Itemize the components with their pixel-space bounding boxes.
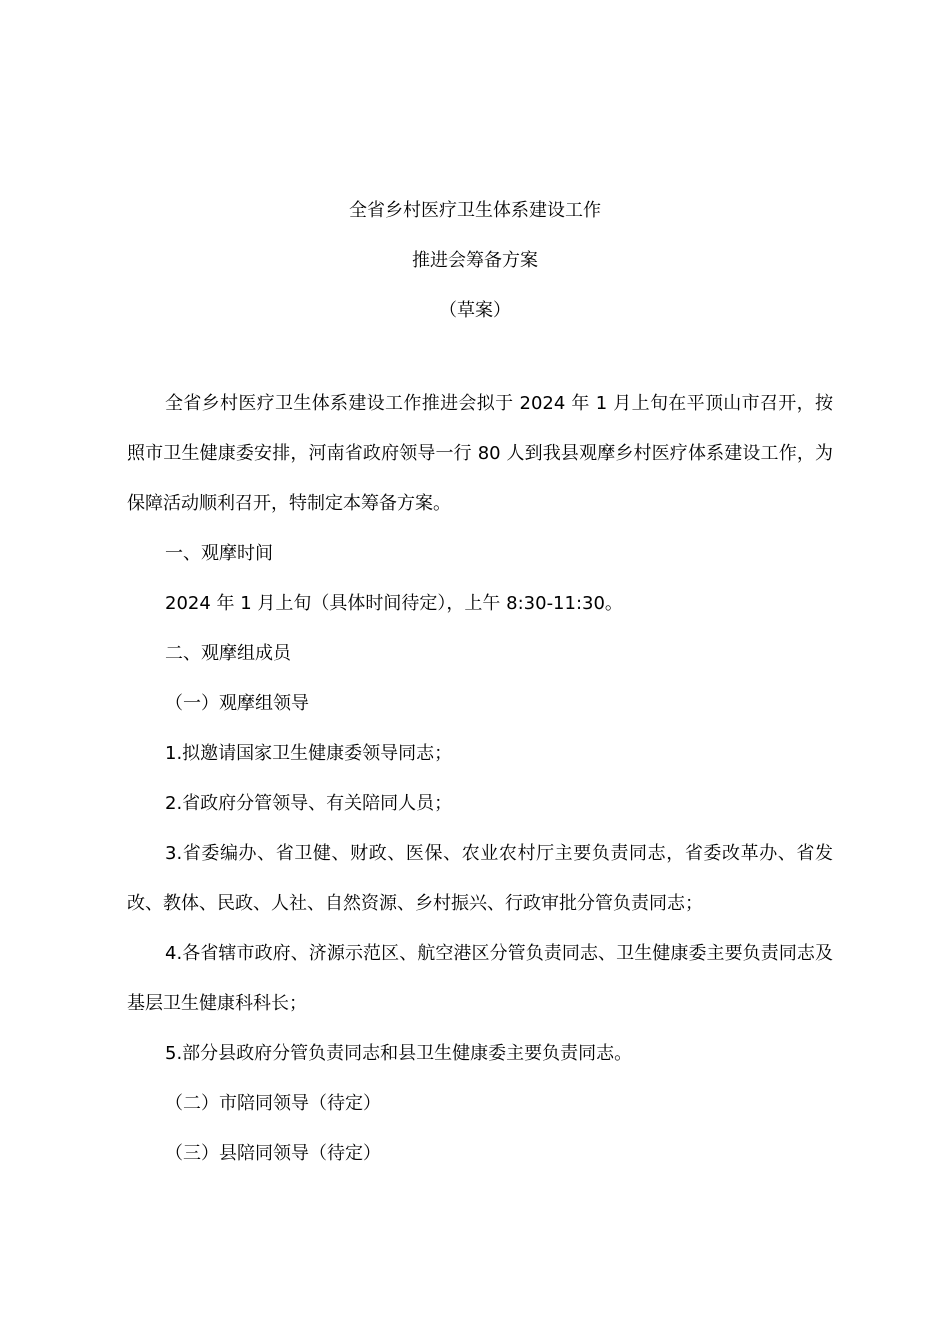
- document-body: [127, 379, 833, 1179]
- section-heading-members: 二、观摩组成员: [165, 643, 291, 664]
- list-item: 1.拟邀请国家卫生健康委领导同志；: [165, 743, 453, 764]
- title-line-main: 全省乡村医疗卫生体系建设工作: [349, 200, 601, 221]
- subsection-heading-county-leaders: （三）县陪同领导（待定）: [165, 1143, 381, 1164]
- title-line-subtitle: 推进会筹备方案: [412, 250, 538, 271]
- section-heading-time: 一、观摩时间: [165, 543, 273, 564]
- intro-paragraph: 全省乡村医疗卫生体系建设工作推进会拟于 2024 年 1 月上旬在平顶山市召开，按照市卫生健康委安排，河南省政府领导一行 80 人到我县观摩乡村医疗体系建设工作，为保障活动顺利召开，特制定本筹备方案。: [127, 393, 833, 514]
- time-paragraph: 2024 年 1 月上旬（具体时间待定），上午 8:30-11:30。: [165, 593, 623, 614]
- list-item: 3.省委编办、省卫健、财政、医保、农业农村厅主要负责同志，省委改革办、省发改、教体、民政、人社、自然资源、乡村振兴、行政审批分管负责同志；: [127, 843, 833, 914]
- list-item: 4.各省辖市政府、济源示范区、航空港区分管负责同志、卫生健康委主要负责同志及基层卫生健康科科长；: [127, 943, 833, 1014]
- subsection-heading-leaders: （一）观摩组领导: [165, 693, 309, 714]
- list-item: 2.省政府分管领导、有关陪同人员；: [165, 793, 453, 814]
- document-title: [0, 186, 950, 336]
- list-item: 5.部分县政府分管负责同志和县卫生健康委主要负责同志。: [165, 1043, 633, 1064]
- subsection-heading-city-leaders: （二）市陪同领导（待定）: [165, 1093, 381, 1114]
- title-line-draft-note: （草案）: [439, 300, 511, 321]
